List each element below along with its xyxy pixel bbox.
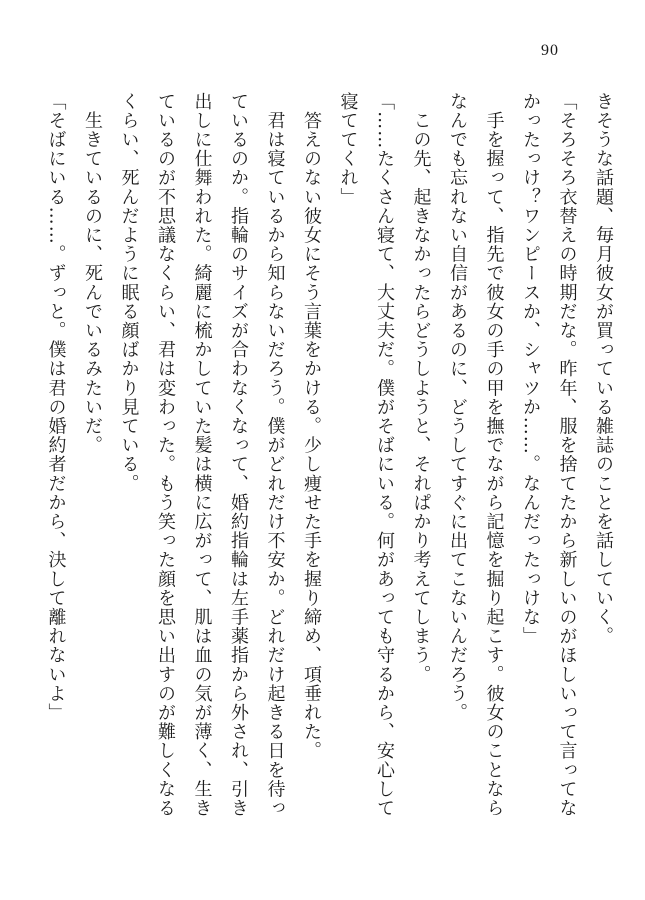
text-line: 君は寝ているから知らないだろう。僕がどれだけ不安か。どれだけ起きる日を待っ [264, 92, 286, 818]
text-line: ているのが不思議なくらい、君は変わった。もう笑った顔を思い出すのが難しくなる [155, 92, 176, 818]
page-number: 90 [541, 42, 559, 59]
vertical-text-column-group [37, 92, 621, 818]
text-line: なんでも忘れない自信があるのに、どうしてすぐに出てこないんだろう。 [447, 92, 468, 723]
text-line: くらい、死んだように眠る顔ばかり見ている。 [118, 92, 140, 494]
text-line: 答えのない彼女にそう言葉をかける。少し痩せた手を握り締め、項垂れた。 [301, 92, 322, 761]
text-body [37, 92, 614, 872]
text-line: 寝ててくれ」 [337, 92, 359, 207]
text-line: 「……たくさん寝て、大丈夫だ。僕がそばにいる。何があっても守るから、安心して [374, 92, 395, 818]
text-line: 出しに仕舞われた。綺麗に梳かしていた髪は横に広がって、肌は血の気が薄く、生き [191, 92, 213, 818]
text-line: かったっけ？ワンピースか、シャツか……。なんだったっけな」 [520, 92, 541, 646]
text-line: この先、起きなかったらどうしようと、それぱかり考えてしまう。 [410, 92, 432, 685]
text-line: 「そばにいる……。ずっと。僕は君の婚約者だから、決して離れないよ」 [45, 92, 67, 723]
text-line: ているのか。指輪のサイズが合わなくなって、婚約指輪は左手薬指から外され、引き [228, 92, 249, 818]
text-line: 「そろそろ衣替えの時期だな。昨年、服を捨てたから新しいのがほしいって言ってな [556, 92, 578, 818]
text-line: きそうな話題、毎月彼女が買っている雑誌のことを話していく。 [593, 92, 614, 646]
text-line: 生きているのに、死んでいるみたいだ。 [82, 92, 103, 455]
text-line: 手を握って、指先で彼女の手の甲を撫でながら記憶を掘り起こす。彼女のことなら [483, 92, 505, 818]
